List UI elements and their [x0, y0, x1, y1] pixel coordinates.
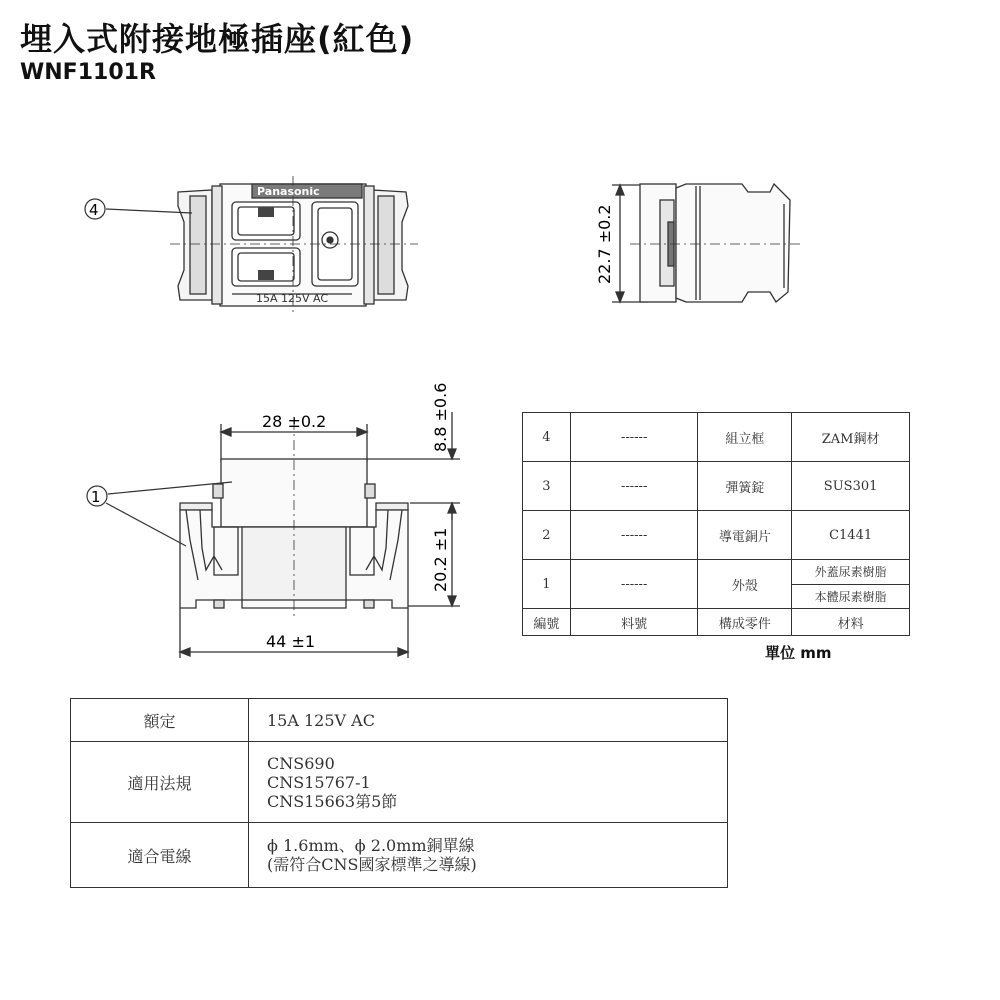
side-view — [612, 184, 800, 302]
parts-row — [523, 560, 910, 585]
profile-view — [180, 412, 460, 658]
parts-table — [522, 412, 910, 636]
header-part: 構成零件 — [698, 609, 792, 636]
part-no: 4 — [523, 413, 571, 462]
parts-row — [523, 511, 910, 560]
spec-row-rating — [71, 699, 728, 742]
part-name: 外殼 — [698, 560, 792, 609]
model-number: WNF1101R — [20, 60, 156, 85]
part-name: 導電銅片 — [698, 511, 792, 560]
parts-row — [523, 413, 910, 462]
spec-row-wire — [71, 823, 728, 888]
part-no: 3 — [523, 462, 571, 511]
wire-label: 適合電線 — [71, 823, 249, 888]
dim-side-height: 22.7 ±0.2 — [595, 204, 614, 284]
rating-label: 額定 — [71, 699, 249, 742]
part-code: ------ — [570, 462, 698, 511]
standard-label: 適用法規 — [71, 742, 249, 823]
standard-values — [249, 742, 728, 823]
part-no: 1 — [523, 560, 571, 609]
callout-1-label: 1 — [91, 488, 101, 506]
part-name: 彈簧錠 — [698, 462, 792, 511]
part-code: ------ — [570, 413, 698, 462]
rating-value: 15A 125V AC — [249, 699, 728, 742]
part-code: ------ — [570, 511, 698, 560]
header-material: 材料 — [792, 609, 910, 636]
callout-1-leader-b — [106, 503, 186, 546]
front-rating-label: 15A 125V AC — [256, 292, 329, 305]
header-no: 編號 — [523, 609, 571, 636]
wire-1: ϕ 1.6mm、ϕ 2.0mm銅單線 — [267, 836, 475, 855]
callout-4-label: 4 — [89, 201, 99, 219]
unit-label: 單位 mm — [765, 644, 832, 662]
parts-header-row — [523, 609, 910, 636]
standard-2: CNS15767-1 — [267, 772, 371, 792]
spec-table — [70, 698, 728, 888]
front-brand-label: Panasonic — [257, 185, 320, 198]
part-code: ------ — [570, 560, 698, 609]
part-no: 2 — [523, 511, 571, 560]
part-material: SUS301 — [792, 462, 910, 511]
page-title: 埋入式附接地極插座(紅色) — [20, 20, 415, 58]
wire-values — [249, 823, 728, 888]
part-name: 組立框 — [698, 413, 792, 462]
dim-length: 44 ±1 — [266, 632, 316, 651]
part-material-b: 本體尿素樹脂 — [792, 584, 910, 609]
standard-3: CNS15663第5節 — [267, 791, 398, 811]
part-material: ZAM鋼材 — [792, 413, 910, 462]
standard-1: CNS690 — [267, 753, 335, 773]
part-material: C1441 — [792, 511, 910, 560]
spec-row-standard — [71, 742, 728, 823]
dim-body-depth: 20.2 ±1 — [431, 527, 450, 592]
wire-2: (需符合CNS國家標準之導線) — [267, 855, 477, 874]
parts-row — [523, 462, 910, 511]
part-material-a: 外蓋尿素樹脂 — [792, 560, 910, 585]
dim-top-depth: 8.8 ±0.6 — [431, 382, 450, 452]
dim-top-width: 28 ±0.2 — [262, 412, 327, 431]
header-code: 料號 — [570, 609, 698, 636]
